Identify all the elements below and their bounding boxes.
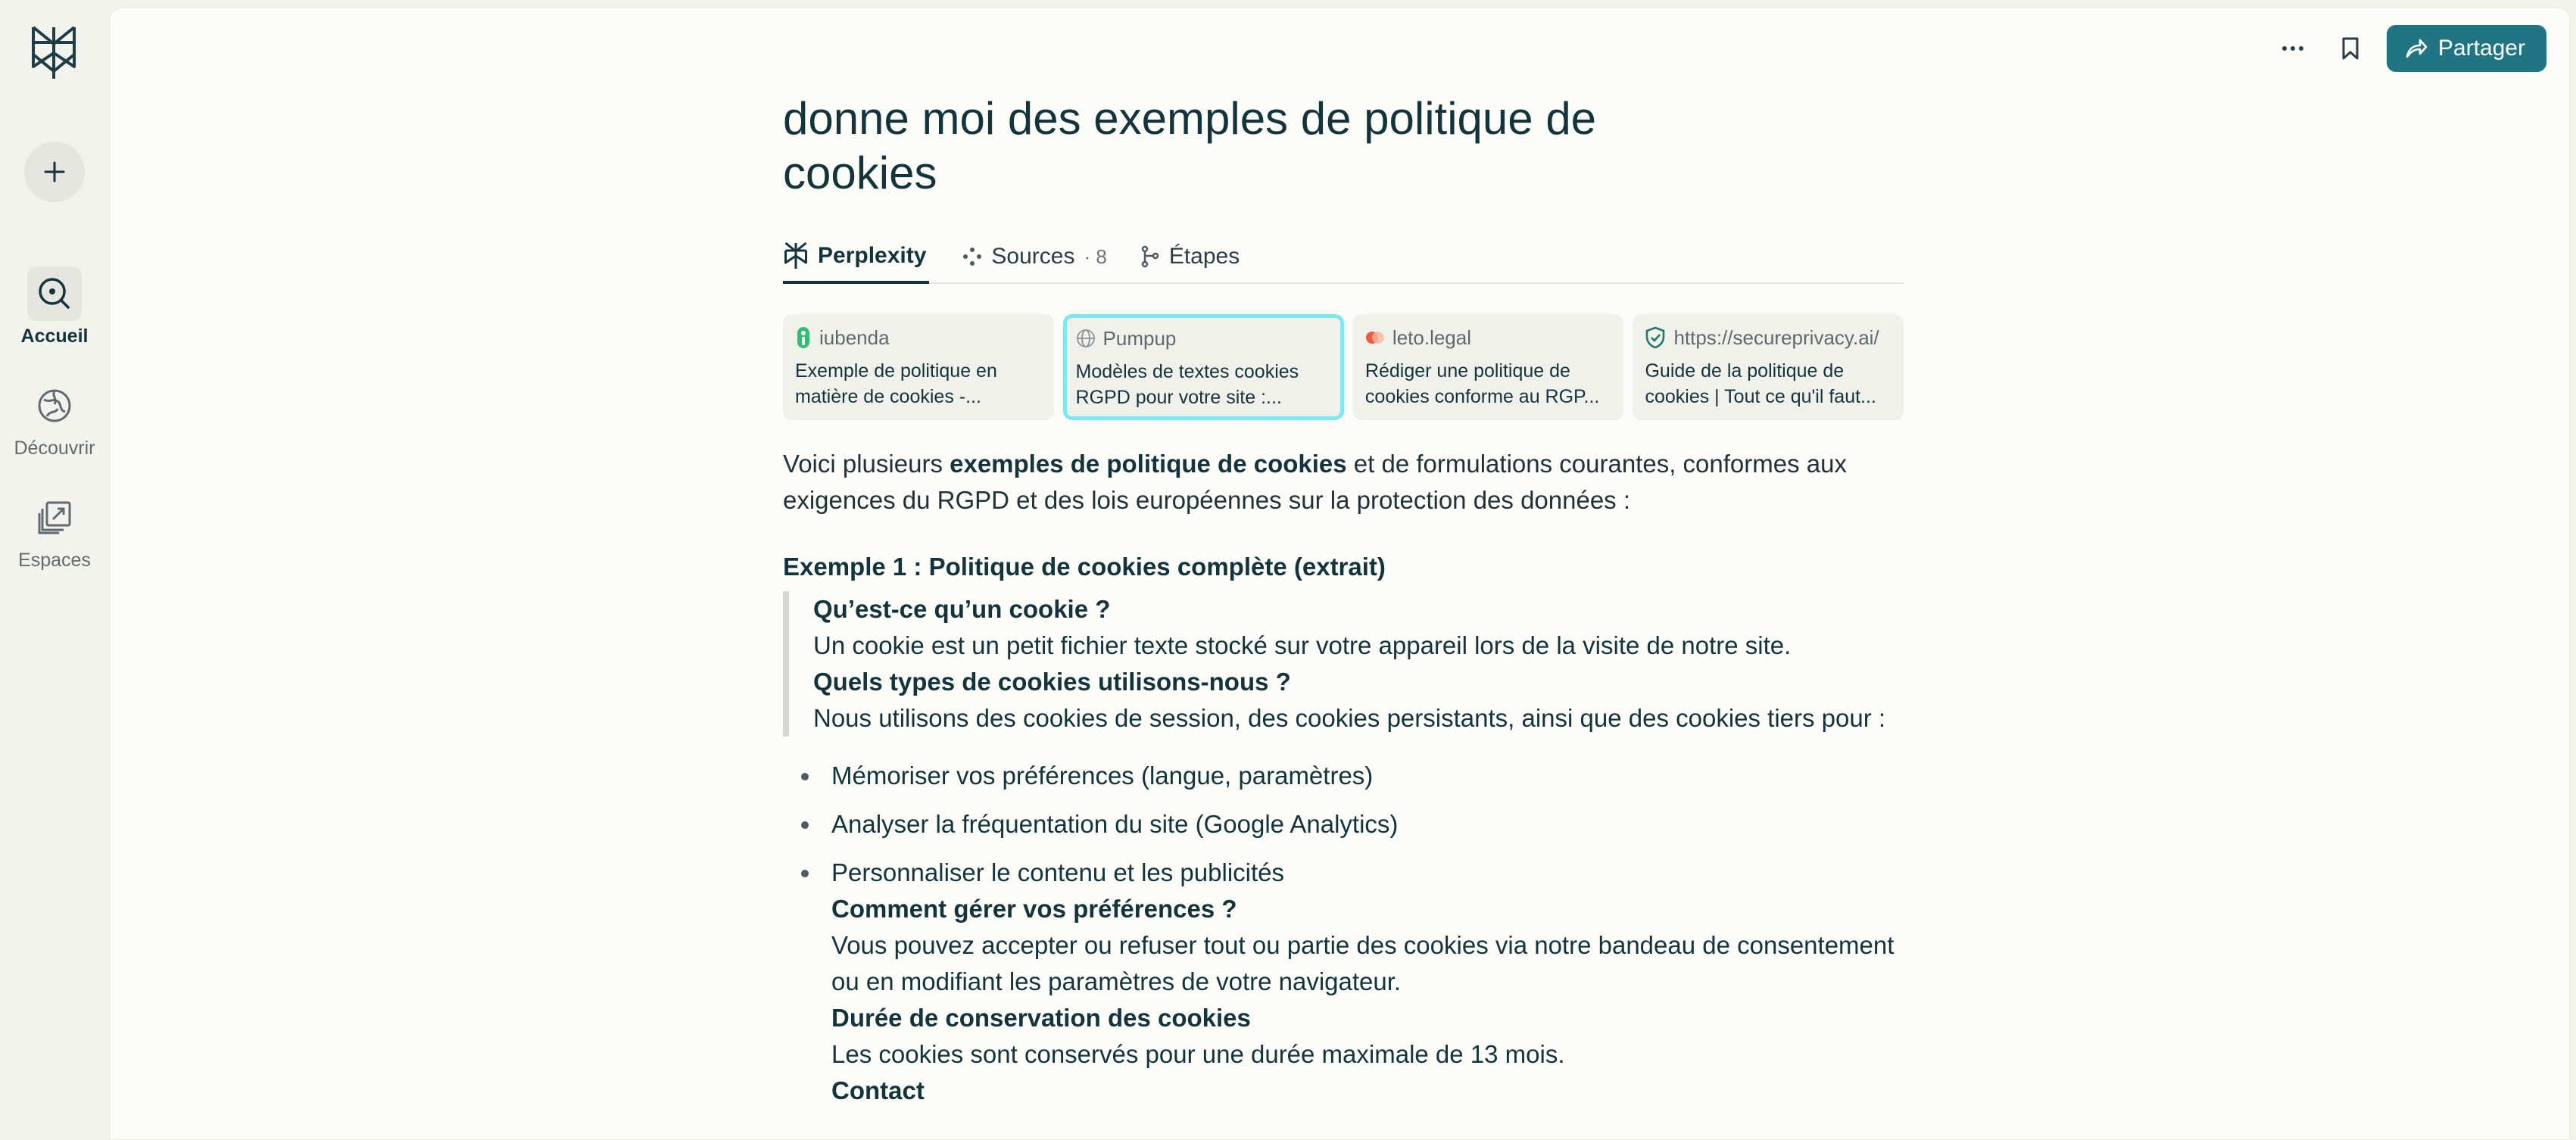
source-card[interactable] bbox=[1633, 314, 1904, 420]
source-card[interactable] bbox=[1353, 314, 1624, 420]
share-button[interactable] bbox=[2387, 25, 2546, 72]
source-site: leto.legal bbox=[1392, 325, 1471, 349]
source-title: Guide de la politique de cookies | Tout ce qu'il faut... bbox=[1645, 360, 1876, 407]
example-heading: Exemple 1 : Politique de cookies complète (extrait) bbox=[783, 553, 1386, 581]
source-site: iubenda bbox=[819, 325, 890, 349]
list-item-text: Personnaliser le contenu et les publicités bbox=[831, 858, 1285, 886]
list-item: Analyser la fréquentation du site (Google Analytics) bbox=[831, 806, 1904, 843]
quote-question: Quels types de cookies utilisons-nous ? bbox=[813, 668, 1291, 696]
source-card[interactable] bbox=[1063, 314, 1344, 420]
source-title: Modèles de textes cookies RGPD pour votre site :... bbox=[1075, 361, 1299, 408]
tab-etapes[interactable] bbox=[1140, 230, 1240, 283]
more-options-button[interactable] bbox=[2272, 27, 2314, 70]
blockquote bbox=[783, 591, 1904, 737]
sidebar-item-label: Découvrir bbox=[14, 438, 95, 459]
section-text: Les cookies sont conservés pour une durée maximale de 13 mois. bbox=[831, 1040, 1565, 1068]
sidebar-item-espaces[interactable] bbox=[0, 491, 109, 572]
sidebar-item-decouvrir[interactable] bbox=[0, 378, 109, 459]
main-panel bbox=[109, 8, 2570, 1140]
source-title: Rédiger une politique de cookies conforme au RGP... bbox=[1364, 360, 1600, 407]
tab-sources[interactable] bbox=[962, 230, 1106, 283]
quote-answer: Nous utilisons des cookies de session, des cookies persistants, ainsi que des cookies tiers pour : bbox=[813, 704, 1886, 732]
sidebar-item-accueil[interactable] bbox=[0, 266, 109, 347]
search-icon bbox=[36, 276, 73, 312]
source-card[interactable] bbox=[783, 314, 1054, 420]
sources-row bbox=[783, 314, 1904, 420]
share-icon bbox=[2405, 38, 2428, 59]
tab-perplexity[interactable] bbox=[783, 231, 929, 284]
steps-icon bbox=[1140, 245, 1160, 268]
sources-icon bbox=[962, 247, 982, 266]
source-site: Pumpup bbox=[1102, 326, 1177, 350]
section-heading: Durée de conservation des cookies bbox=[831, 1004, 1251, 1032]
more-icon bbox=[2281, 45, 2304, 51]
answer-intro bbox=[783, 446, 1904, 519]
globe-icon bbox=[36, 388, 73, 424]
quote-question: Qu’est-ce qu’un cookie ? bbox=[813, 595, 1111, 623]
new-thread-button[interactable] bbox=[24, 142, 85, 202]
sidebar-item-label: Espaces bbox=[18, 550, 91, 571]
sidebar-item-label: Accueil bbox=[20, 325, 89, 347]
thread-tabs bbox=[783, 231, 1904, 284]
intro-bold: exemples de politique de cookies bbox=[950, 450, 1347, 478]
spaces-icon bbox=[36, 500, 73, 536]
iubenda-icon bbox=[795, 326, 812, 349]
bookmark-icon bbox=[2341, 36, 2359, 61]
perplexity-logo-icon[interactable] bbox=[29, 24, 79, 82]
source-site: https://secureprivacy.ai/ bbox=[1673, 325, 1879, 349]
section-heading: Contact bbox=[831, 1076, 925, 1104]
sources-count: · 8 bbox=[1084, 245, 1107, 268]
share-button-label: Partager bbox=[2437, 36, 2525, 61]
list-item bbox=[831, 855, 1904, 1109]
leto-icon bbox=[1365, 330, 1385, 345]
thread-actions bbox=[2272, 25, 2546, 72]
tab-label: Étapes bbox=[1168, 244, 1240, 269]
section-text: Vous pouvez accepter ou refuser tout ou partie des cookies via notre bandeau de consentement ou en modifiant les paramètres de votre navigateur. bbox=[831, 931, 1895, 995]
tab-label: Perplexity bbox=[818, 243, 927, 268]
tab-label: Sources bbox=[991, 244, 1075, 269]
sidebar bbox=[0, 0, 109, 1140]
section-heading: Comment gérer vos préférences ? bbox=[831, 895, 1237, 923]
list-item: Mémoriser vos préférences (langue, paramètres) bbox=[831, 758, 1904, 794]
thread-content bbox=[783, 92, 1904, 1121]
perplexity-icon bbox=[783, 241, 809, 270]
globe-icon bbox=[1076, 329, 1096, 348]
intro-text: et de formulations courantes, conformes aux exigences du RGPD et des lois européennes sur la protection des données : bbox=[783, 450, 1847, 514]
plus-icon bbox=[43, 160, 66, 183]
intro-text: Voici plusieurs bbox=[783, 450, 950, 478]
page-title: donne moi des exemples de politique de cookies bbox=[783, 93, 1597, 198]
bullet-list bbox=[783, 758, 1904, 1109]
shield-icon bbox=[1645, 326, 1666, 349]
quote-answer: Un cookie est un petit fichier texte stocké sur votre appareil lors de la visite de notre site. bbox=[813, 631, 1792, 659]
bookmark-button[interactable] bbox=[2329, 27, 2372, 70]
source-title: Exemple de politique en matière de cookies -... bbox=[795, 360, 997, 407]
